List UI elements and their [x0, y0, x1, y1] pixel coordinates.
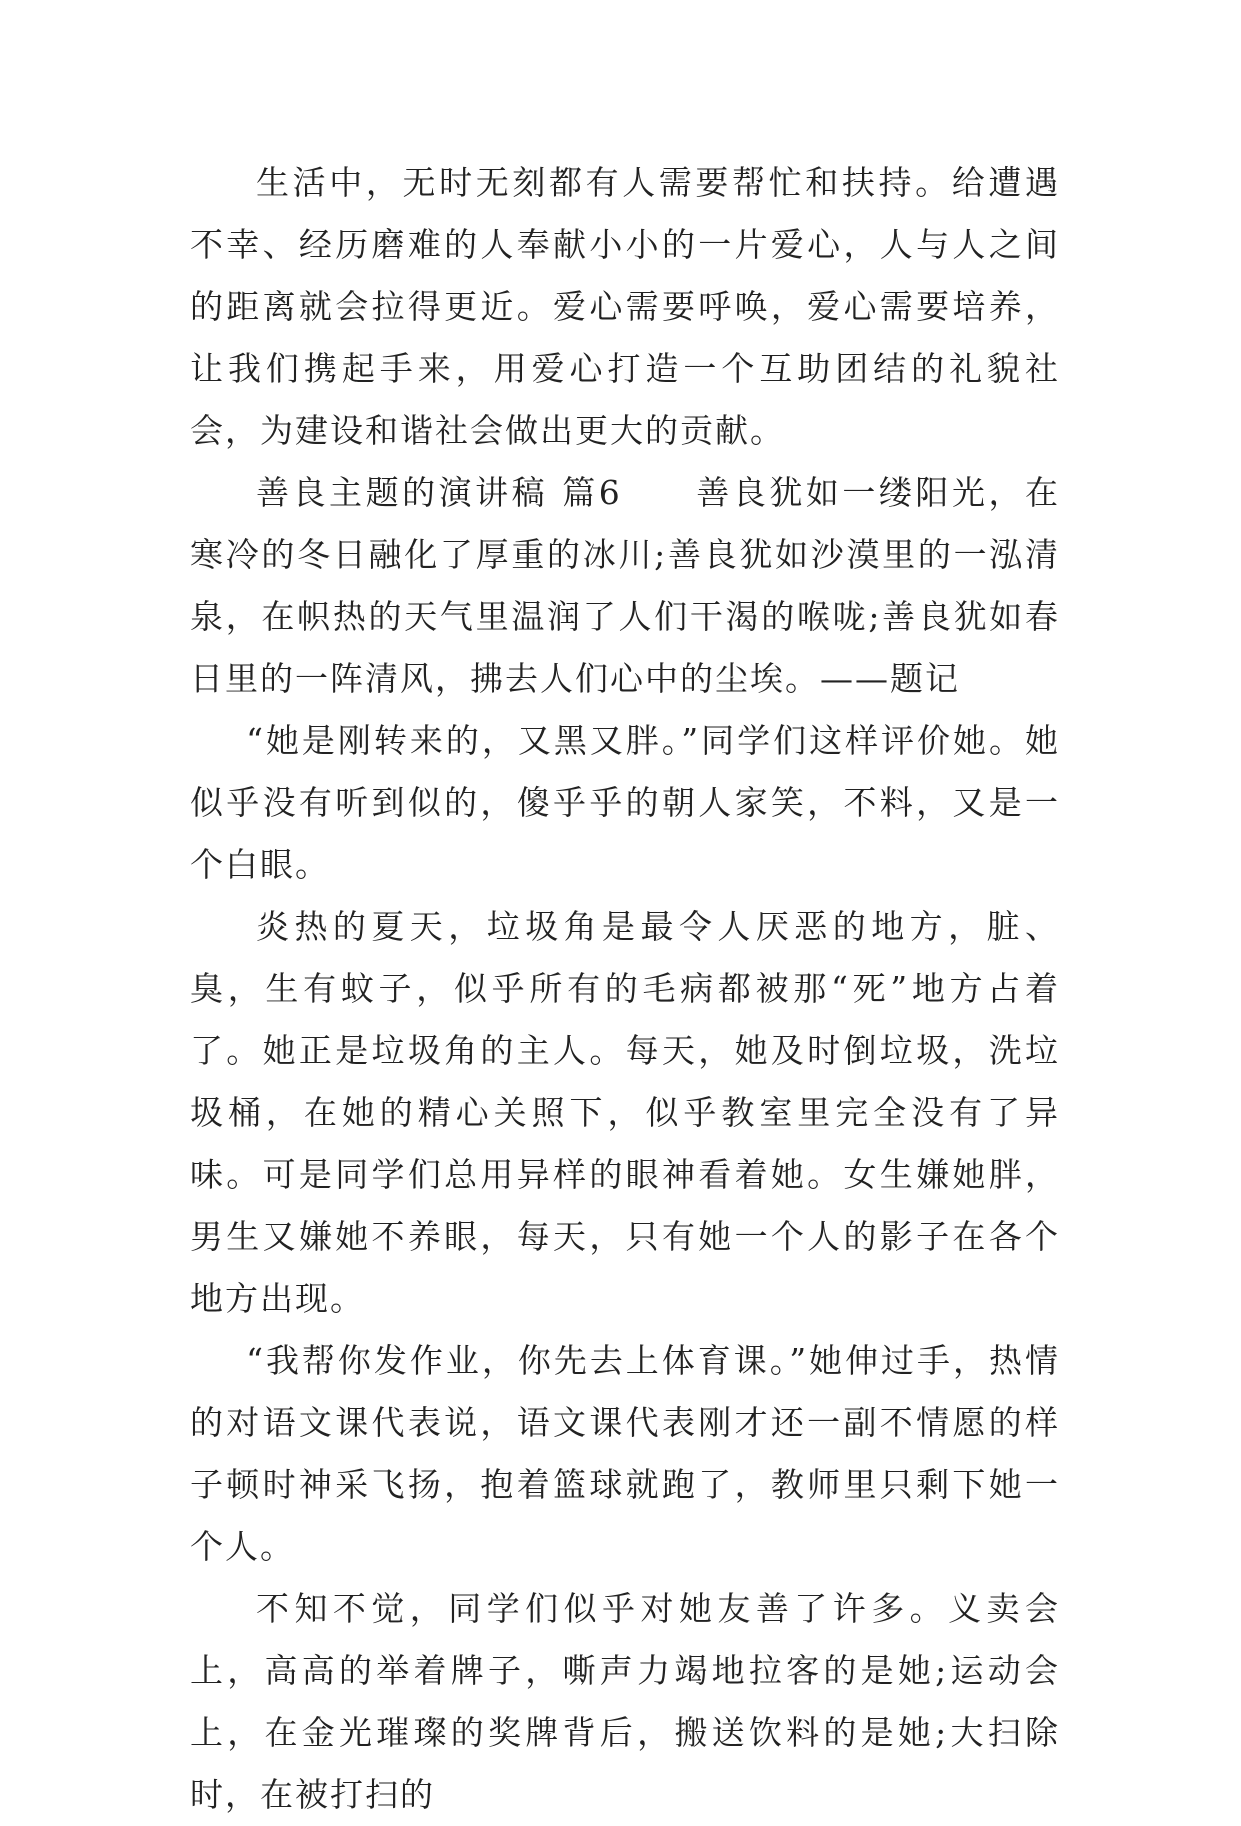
paragraph-3: “她是刚转来的，又黑又胖。”同学们这样评价她。她似乎没有听到似的，傻乎乎的朝人家笑，不料，又是一个白眼。: [190, 721, 1060, 884]
paragraph-6: 不知不觉，同学们似乎对她友善了许多。义卖会上，高高的举着牌子，嘶声力竭地拉客的是她;运动会上，在金光璀璨的奖牌背后，搬送饮料的是她;大扫除时，在被打扫的: [190, 1589, 1060, 1814]
document-body: [190, 152, 1060, 1826]
paragraph-2: 善良主题的演讲稿 篇6 善良犹如一缕阳光，在寒冷的冬日融化了厚重的冰川;善良犹如沙漠里的一泓清泉，在帜热的天气里温润了人们干渴的喉咙;善良犹如春日里的一阵清风，拂去人们心中的尘埃。——题记: [190, 473, 1060, 698]
paragraph-1: 生活中，无时无刻都有人需要帮忙和扶持。给遭遇不幸、经历磨难的人奉献小小的一片爱心，人与人之间的距离就会拉得更近。爱心需要呼唤，爱心需要培养，让我们携起手来，用爱心打造一个互助团结的礼貌社会，为建设和谐社会做出更大的贡献。: [190, 163, 1060, 450]
paragraph-4: 炎热的夏天，垃圾角是最令人厌恶的地方，脏、臭，生有蚊子，似乎所有的毛病都被那“死”地方占着了。她正是垃圾角的主人。每天，她及时倒垃圾，洗垃圾桶，在她的精心关照下，似乎教室里完全没有了异味。可是同学们总用异样的眼神看着她。女生嫌她胖，男生又嫌她不养眼，每天，只有她一个人的影子在各个地方出现。: [190, 907, 1060, 1318]
paragraph-5: “我帮你发作业，你先去上体育课。”她伸过手，热情的对语文课代表说，语文课代表刚才还一副不情愿的样子顿时神采飞扬，抱着篮球就跑了，教师里只剩下她一个人。: [190, 1341, 1060, 1566]
